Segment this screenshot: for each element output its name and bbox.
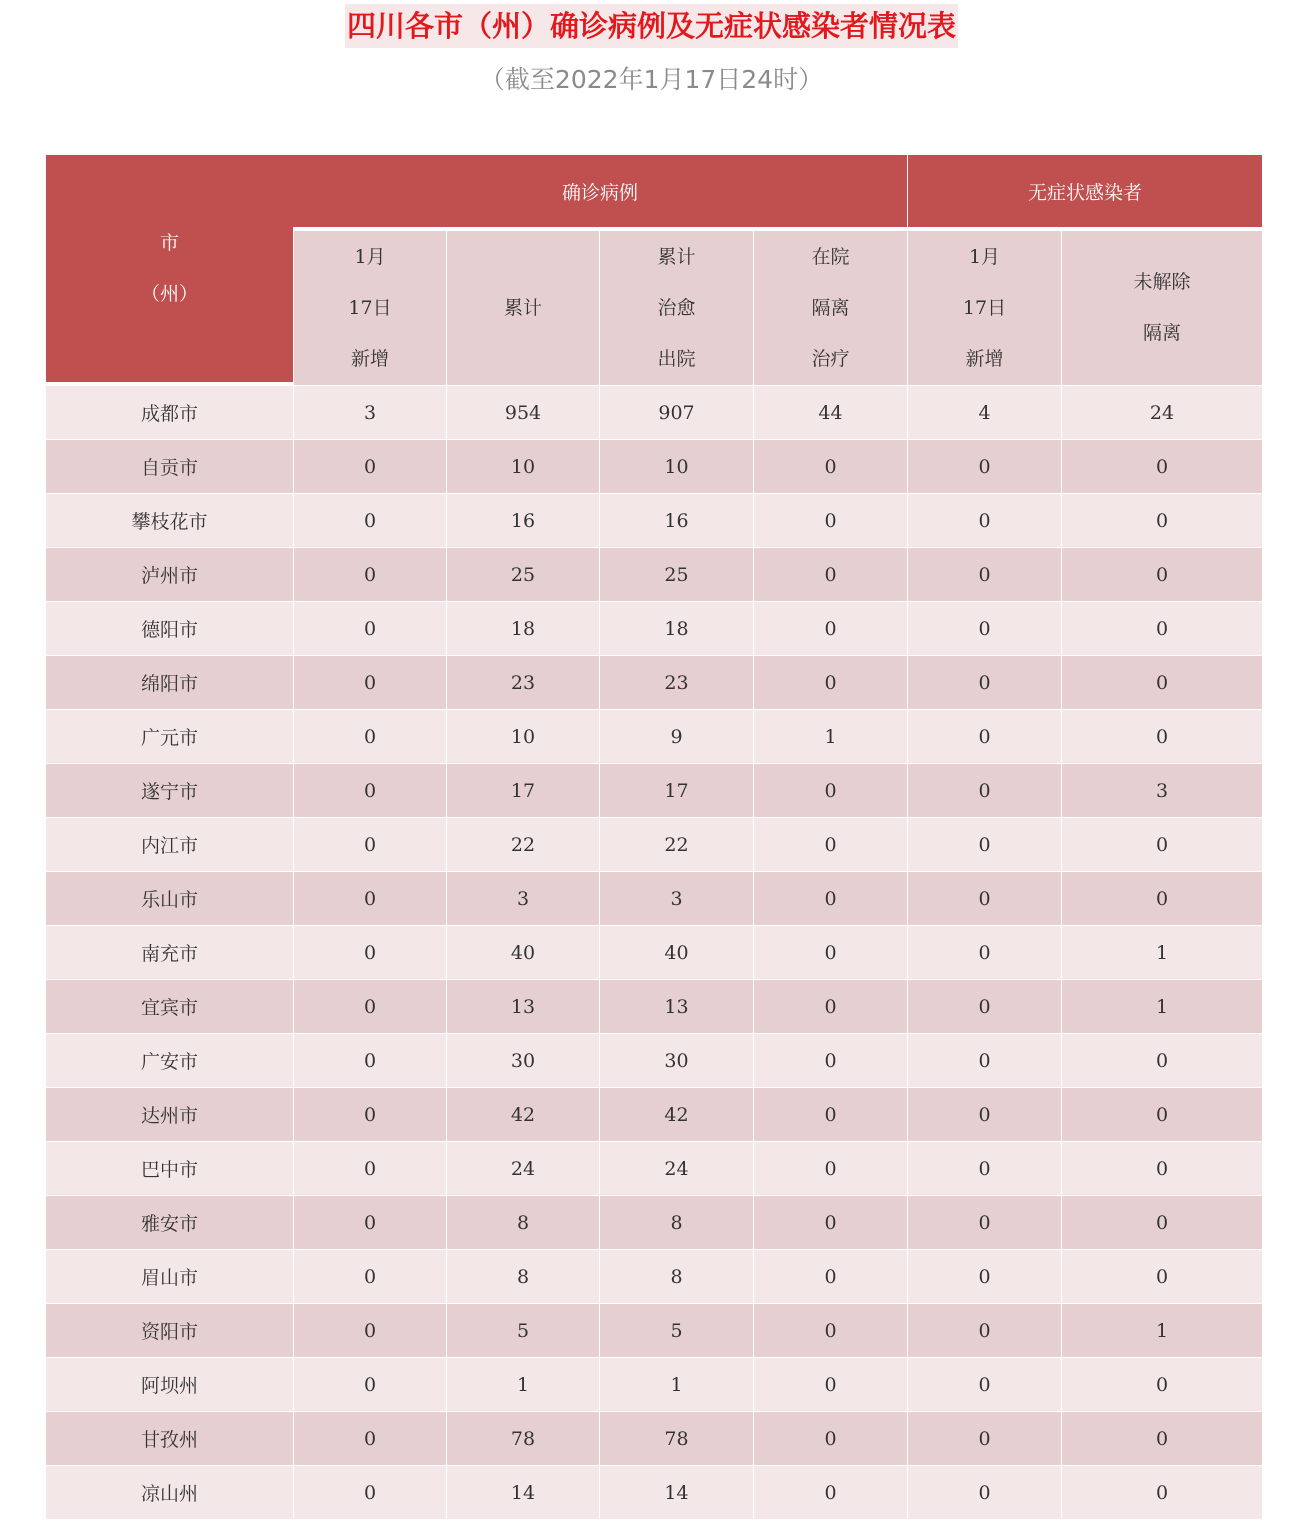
value-cell: 0: [1061, 1087, 1262, 1141]
value-cell: 42: [599, 1087, 753, 1141]
column-header-line: 隔离: [811, 296, 850, 319]
value-cell: 8: [446, 1249, 599, 1303]
value-cell: 0: [1061, 655, 1262, 709]
city-header: [46, 155, 293, 385]
value-cell: 0: [753, 1411, 907, 1465]
asymptomatic-group-header: 无症状感染者: [907, 155, 1262, 231]
value-cell: 0: [907, 1465, 1061, 1519]
value-cell: 0: [907, 1249, 1061, 1303]
value-cell: 1: [753, 709, 907, 763]
value-cell: 0: [753, 1465, 907, 1519]
city-name-cell: 泸州市: [46, 547, 293, 601]
value-cell: 17: [599, 763, 753, 817]
column-header: [599, 231, 753, 385]
value-cell: 0: [1061, 1195, 1262, 1249]
table-row: [46, 439, 1262, 493]
city-name-cell: 雅安市: [46, 1195, 293, 1249]
column-header-line: 17日: [348, 296, 392, 319]
value-cell: 24: [1061, 385, 1262, 439]
value-cell: 78: [599, 1411, 753, 1465]
value-cell: 0: [907, 1141, 1061, 1195]
column-header-line: 1月: [354, 245, 386, 268]
city-name-cell: 广安市: [46, 1033, 293, 1087]
table-row: [46, 817, 1262, 871]
city-header-line: 市: [159, 231, 179, 254]
value-cell: 0: [293, 1411, 446, 1465]
value-cell: 0: [753, 979, 907, 1033]
value-cell: 16: [446, 493, 599, 547]
value-cell: 0: [293, 709, 446, 763]
value-cell: 3: [293, 385, 446, 439]
value-cell: 0: [293, 979, 446, 1033]
value-cell: 14: [599, 1465, 753, 1519]
value-cell: 954: [446, 385, 599, 439]
value-cell: 0: [907, 1411, 1061, 1465]
column-header: [753, 231, 907, 385]
page-title-wrap: [0, 4, 1303, 48]
value-cell: 10: [599, 439, 753, 493]
value-cell: 9: [599, 709, 753, 763]
confirmed-group-header: 确诊病例: [293, 155, 907, 231]
value-cell: 22: [599, 817, 753, 871]
column-header: [1061, 231, 1262, 385]
table-row: [46, 1033, 1262, 1087]
city-name-cell: 遂宁市: [46, 763, 293, 817]
city-name-cell: 甘孜州: [46, 1411, 293, 1465]
value-cell: 1: [1061, 979, 1262, 1033]
value-cell: 0: [907, 709, 1061, 763]
page-subtitle: （截至2022年1月17日24时）: [479, 65, 824, 94]
city-name-cell: 绵阳市: [46, 655, 293, 709]
city-name-cell: 广元市: [46, 709, 293, 763]
city-name-cell: 凉山州: [46, 1465, 293, 1519]
table-row: [46, 1303, 1262, 1357]
value-cell: 3: [446, 871, 599, 925]
value-cell: 0: [753, 1033, 907, 1087]
value-cell: 0: [293, 1141, 446, 1195]
value-cell: 0: [907, 979, 1061, 1033]
value-cell: 18: [446, 601, 599, 655]
value-cell: 0: [293, 1465, 446, 1519]
city-name-cell: 宜宾市: [46, 979, 293, 1033]
value-cell: 0: [753, 871, 907, 925]
city-name-cell: 达州市: [46, 1087, 293, 1141]
city-name-cell: 攀枝花市: [46, 493, 293, 547]
table-row: [46, 547, 1262, 601]
column-header-line: 1月: [968, 245, 1001, 268]
value-cell: 0: [293, 655, 446, 709]
page-title: 四川各市（州）确诊病例及无症状感染者情况表: [345, 4, 958, 48]
column-header-line: 出院: [657, 347, 696, 370]
table-row: [46, 655, 1262, 709]
value-cell: 0: [1061, 439, 1262, 493]
city-header-line: （州）: [140, 282, 198, 305]
value-cell: 25: [599, 547, 753, 601]
column-header-line: 治愈: [657, 296, 696, 319]
value-cell: 78: [446, 1411, 599, 1465]
value-cell: 0: [753, 817, 907, 871]
value-cell: 0: [753, 763, 907, 817]
value-cell: 0: [907, 925, 1061, 979]
value-cell: 0: [753, 1303, 907, 1357]
value-cell: 8: [599, 1195, 753, 1249]
table-row: [46, 1465, 1262, 1519]
column-header: [293, 231, 446, 385]
value-cell: 14: [446, 1465, 599, 1519]
value-cell: 0: [907, 655, 1061, 709]
value-cell: 0: [293, 871, 446, 925]
table-row: [46, 1249, 1262, 1303]
column-header-line: 治疗: [811, 347, 850, 370]
value-cell: 0: [1061, 817, 1262, 871]
city-name-cell: 乐山市: [46, 871, 293, 925]
value-cell: 0: [1061, 871, 1262, 925]
value-cell: 0: [753, 1357, 907, 1411]
value-cell: 0: [1061, 1249, 1262, 1303]
value-cell: 0: [1061, 547, 1262, 601]
table-row: [46, 709, 1262, 763]
column-header-line: 未解除: [1133, 271, 1191, 293]
value-cell: 0: [293, 439, 446, 493]
table-head: [46, 155, 1262, 385]
column-header-line: 在院: [811, 245, 850, 268]
column-header: [907, 231, 1061, 385]
table-row: [46, 493, 1262, 547]
value-cell: 0: [293, 493, 446, 547]
city-name-cell: 德阳市: [46, 601, 293, 655]
value-cell: 0: [293, 763, 446, 817]
value-cell: 25: [446, 547, 599, 601]
city-name-cell: 成都市: [46, 385, 293, 439]
value-cell: 0: [293, 1195, 446, 1249]
value-cell: 0: [1061, 1033, 1262, 1087]
city-name-cell: 资阳市: [46, 1303, 293, 1357]
value-cell: 40: [446, 925, 599, 979]
table-row: [46, 925, 1262, 979]
value-cell: 0: [907, 601, 1061, 655]
value-cell: 0: [753, 655, 907, 709]
value-cell: 0: [1061, 1141, 1262, 1195]
value-cell: 0: [907, 1195, 1061, 1249]
value-cell: 0: [907, 817, 1061, 871]
table-row: [46, 1357, 1262, 1411]
value-cell: 0: [753, 493, 907, 547]
value-cell: 0: [753, 1141, 907, 1195]
value-cell: 16: [599, 493, 753, 547]
table-row: [46, 1141, 1262, 1195]
value-cell: 0: [1061, 1357, 1262, 1411]
value-cell: 0: [293, 1249, 446, 1303]
value-cell: 40: [599, 925, 753, 979]
value-cell: 24: [446, 1141, 599, 1195]
value-cell: 0: [753, 601, 907, 655]
city-name-cell: 眉山市: [46, 1249, 293, 1303]
value-cell: 0: [907, 439, 1061, 493]
value-cell: 0: [753, 925, 907, 979]
value-cell: 13: [599, 979, 753, 1033]
value-cell: 10: [446, 709, 599, 763]
value-cell: 5: [599, 1303, 753, 1357]
value-cell: 0: [293, 547, 446, 601]
value-cell: 0: [293, 817, 446, 871]
value-cell: 23: [446, 655, 599, 709]
table-row: [46, 1411, 1262, 1465]
value-cell: 3: [1061, 763, 1262, 817]
value-cell: 0: [753, 439, 907, 493]
city-name-cell: 阿坝州: [46, 1357, 293, 1411]
value-cell: 907: [599, 385, 753, 439]
value-cell: 13: [446, 979, 599, 1033]
value-cell: 0: [907, 493, 1061, 547]
city-name-cell: 南充市: [46, 925, 293, 979]
value-cell: 0: [1061, 1465, 1262, 1519]
value-cell: 0: [907, 1357, 1061, 1411]
value-cell: 0: [293, 1087, 446, 1141]
value-cell: 42: [446, 1087, 599, 1141]
value-cell: 0: [293, 1357, 446, 1411]
value-cell: 0: [907, 1033, 1061, 1087]
value-cell: 1: [446, 1357, 599, 1411]
column-header-line: 17日: [962, 296, 1007, 319]
city-name-cell: 自贡市: [46, 439, 293, 493]
value-cell: 17: [446, 763, 599, 817]
column-header-line: 隔离: [1143, 322, 1182, 344]
table-row: [46, 979, 1262, 1033]
city-name-cell: 内江市: [46, 817, 293, 871]
value-cell: 3: [599, 871, 753, 925]
value-cell: 22: [446, 817, 599, 871]
value-cell: 0: [753, 1087, 907, 1141]
value-cell: 0: [293, 1303, 446, 1357]
value-cell: 0: [1061, 709, 1262, 763]
table-row: [46, 763, 1262, 817]
city-name-cell: 巴中市: [46, 1141, 293, 1195]
value-cell: 30: [446, 1033, 599, 1087]
table-row: [46, 1087, 1262, 1141]
column-header-line: 新增: [350, 347, 389, 370]
value-cell: 8: [599, 1249, 753, 1303]
value-cell: 0: [1061, 601, 1262, 655]
value-cell: 18: [599, 601, 753, 655]
value-cell: 1: [599, 1357, 753, 1411]
table-body: [46, 385, 1262, 1519]
value-cell: 0: [293, 925, 446, 979]
value-cell: 24: [599, 1141, 753, 1195]
value-cell: 0: [907, 1303, 1061, 1357]
value-cell: 44: [753, 385, 907, 439]
table-row: [46, 385, 1262, 439]
column-header-line: 累计: [503, 296, 542, 319]
column-header-line: 新增: [965, 347, 1004, 370]
column-header: [446, 231, 599, 385]
value-cell: 0: [907, 871, 1061, 925]
value-cell: 0: [293, 1033, 446, 1087]
table-row: [46, 601, 1262, 655]
value-cell: 5: [446, 1303, 599, 1357]
value-cell: 0: [907, 1087, 1061, 1141]
stats-table: [46, 155, 1262, 1519]
value-cell: 0: [907, 547, 1061, 601]
value-cell: 0: [293, 601, 446, 655]
table-row: [46, 1195, 1262, 1249]
value-cell: 8: [446, 1195, 599, 1249]
value-cell: 0: [753, 1195, 907, 1249]
value-cell: 0: [753, 1249, 907, 1303]
column-header-line: 累计: [657, 245, 696, 268]
value-cell: 30: [599, 1033, 753, 1087]
value-cell: 0: [753, 547, 907, 601]
value-cell: 0: [1061, 493, 1262, 547]
value-cell: 1: [1061, 1303, 1262, 1357]
value-cell: 0: [1061, 1411, 1262, 1465]
value-cell: 10: [446, 439, 599, 493]
value-cell: 4: [907, 385, 1061, 439]
value-cell: 0: [907, 763, 1061, 817]
table-row: [46, 871, 1262, 925]
value-cell: 1: [1061, 925, 1262, 979]
value-cell: 23: [599, 655, 753, 709]
